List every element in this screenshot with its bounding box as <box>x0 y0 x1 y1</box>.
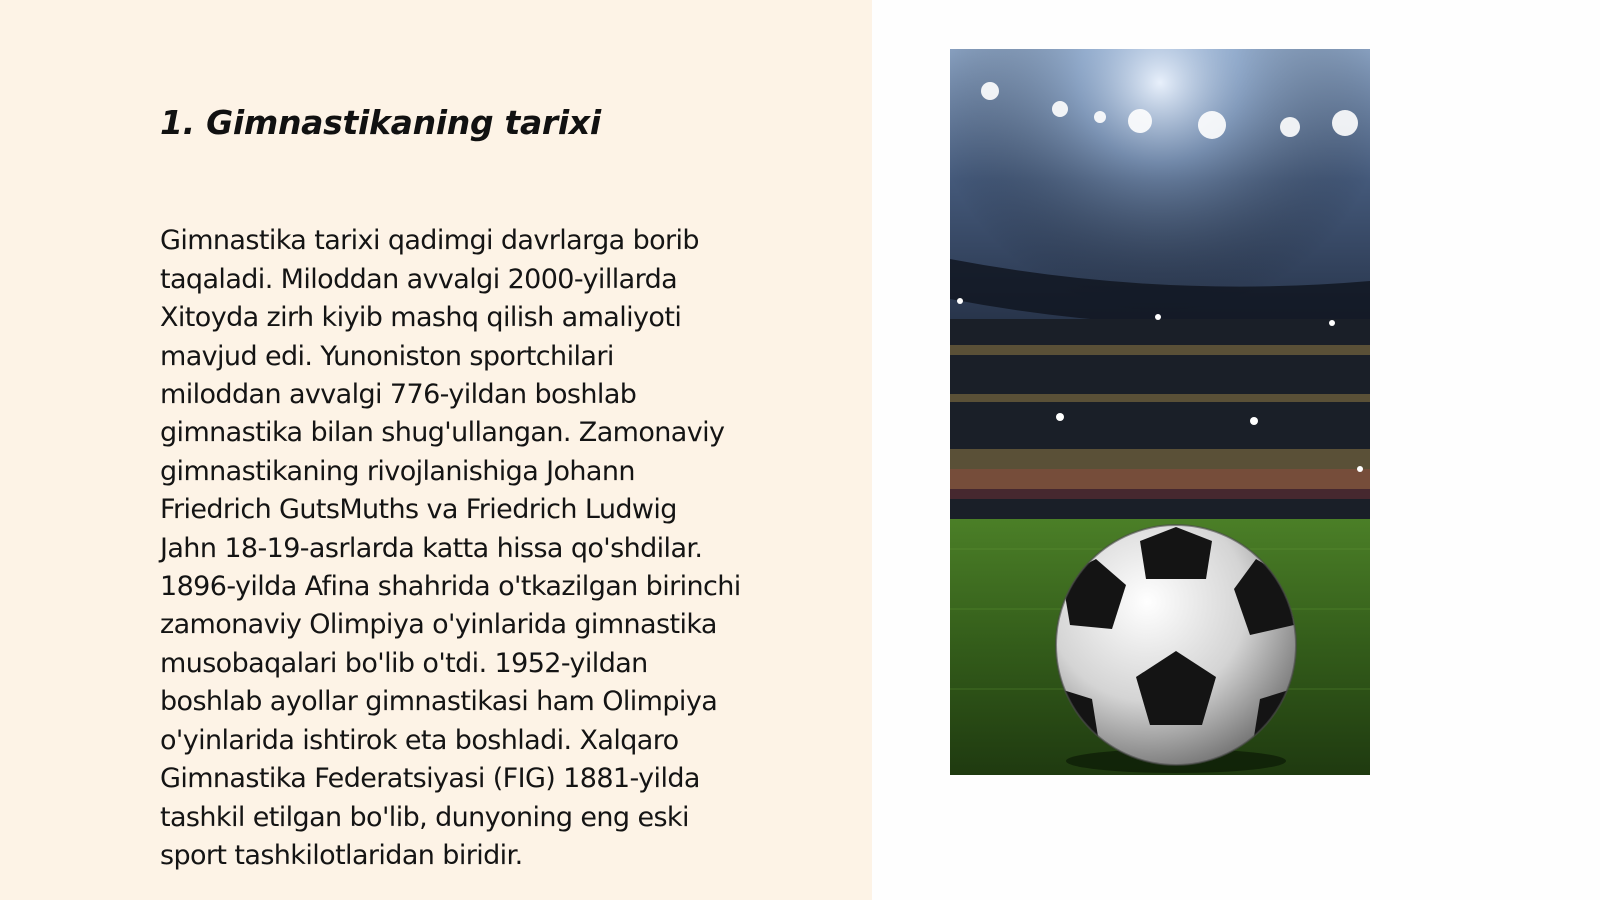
soccer-ball-stadium-photo <box>950 49 1370 775</box>
body-line: o'yinlarida ishtirok eta boshladi. Xalqaro <box>160 724 679 756</box>
body-line: 1896-yilda Afina shahrida o'tkazilgan birinchi <box>160 571 741 603</box>
slide-body-text <box>160 184 840 875</box>
body-line: sport tashkilotlaridan biridir. <box>160 839 523 871</box>
body-line: zamonaviy Olimpiya o'yinlarida gimnastika <box>160 609 717 641</box>
soccer-ball-stadium-icon <box>950 49 1370 775</box>
body-line: gimnastikaning rivojlanishiga Johann <box>160 455 635 487</box>
body-line: Gimnastika tarixi qadimgi davrlarga borib <box>160 225 699 257</box>
body-line: taqaladi. Miloddan avvalgi 2000-yillarda <box>160 263 678 295</box>
body-line: Friedrich GutsMuths va Friedrich Ludwig <box>160 494 677 526</box>
body-line: Gimnastika Federatsiyasi (FIG) 1881-yilda <box>160 763 700 795</box>
body-line: tashkil etilgan bo'lib, dunyoning eng eski <box>160 801 689 833</box>
slide-title: 1. Gimnastikaning tarixi <box>160 103 601 142</box>
body-line: miloddan avvalgi 776-yildan boshlab <box>160 379 637 411</box>
body-line: musobaqalari bo'lib o'tdi. 1952-yildan <box>160 647 648 679</box>
body-line: mavjud edi. Yunoniston sportchilari <box>160 340 614 372</box>
body-line: boshlab ayollar gimnastikasi ham Olimpiya <box>160 686 718 718</box>
body-line: Xitoyda zirh kiyib mashq qilish amaliyoti <box>160 302 682 334</box>
body-line: gimnastika bilan shug'ullangan. Zamonaviy <box>160 417 725 449</box>
body-line: Jahn 18-19-asrlarda katta hissa qo'shdilar. <box>160 532 703 564</box>
